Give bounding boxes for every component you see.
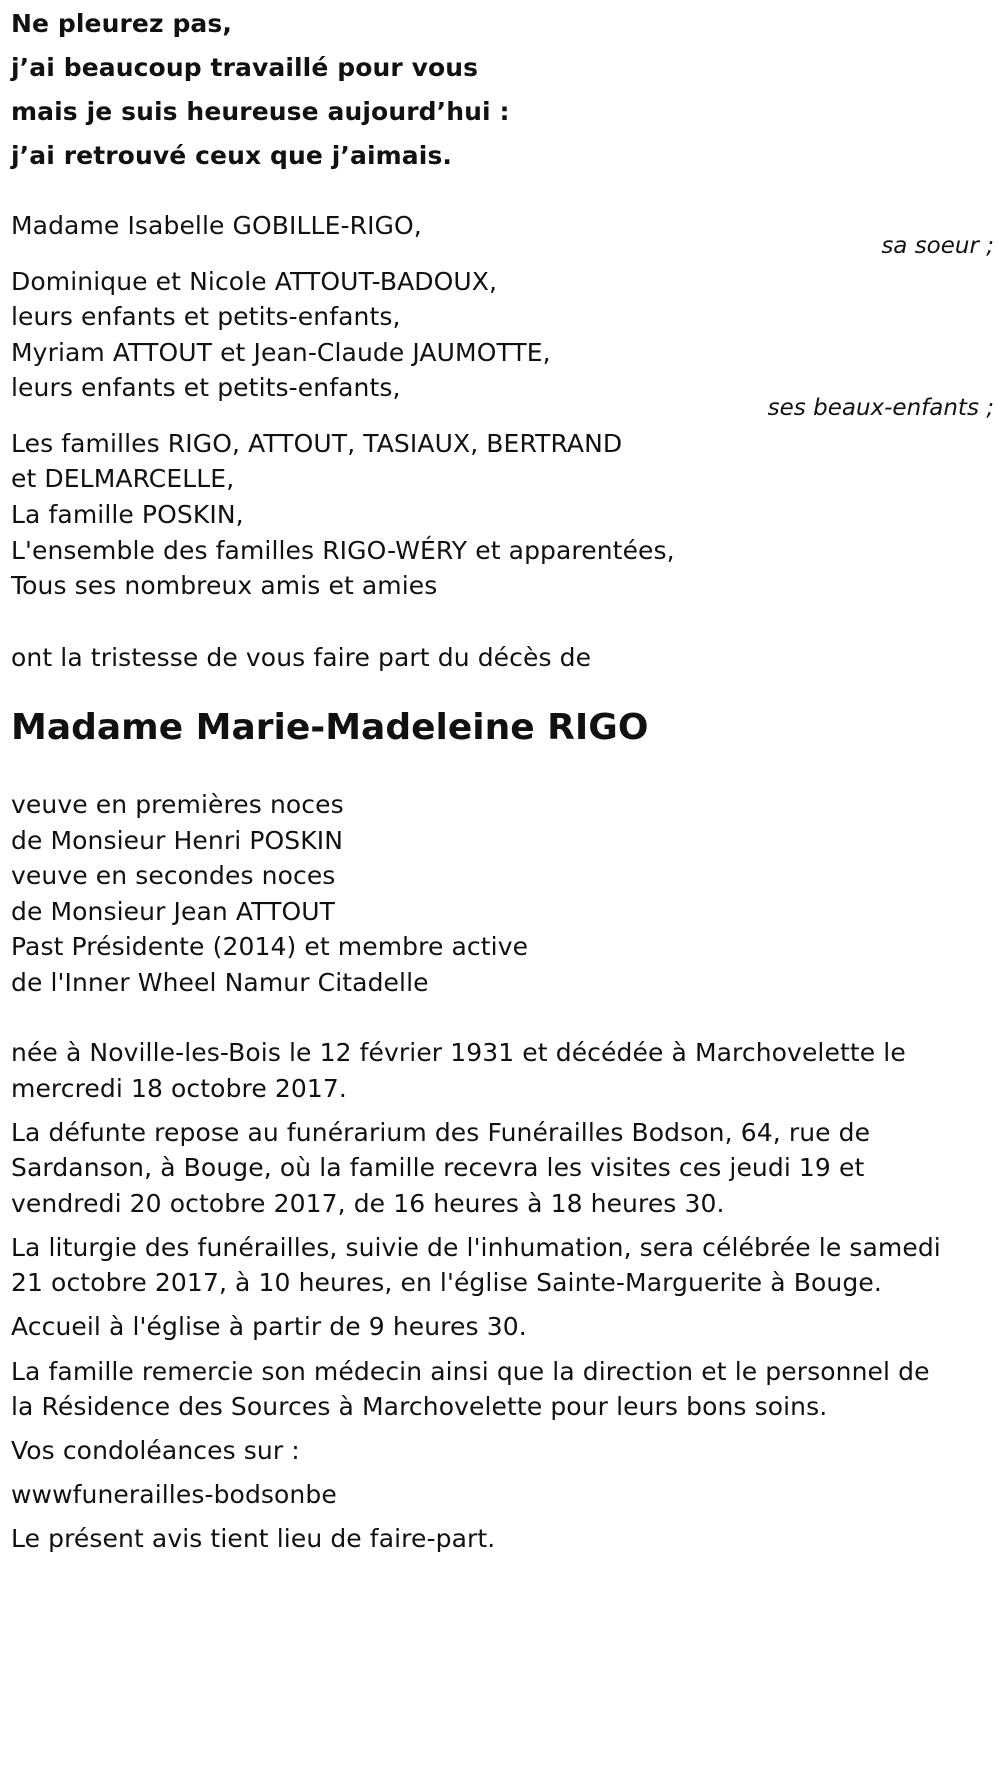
deceased-detail-6: de l'Inner Wheel Namur Citadelle — [11, 968, 429, 997]
stepchildren-relation: ses beaux-enfants ; — [767, 395, 994, 421]
stepchildren-line-2: leurs enfants et petits-enfants, — [11, 302, 401, 331]
announcement: ont la tristesse de vous faire part du décès de — [11, 643, 592, 672]
closing-note: Le présent avis tient lieu de faire-part. — [11, 1524, 496, 1553]
sister-name: Madame Isabelle GOBILLE-RIGO, — [11, 211, 422, 240]
birth-death-line-1: née à Noville-les-Bois le 12 février 1931 et décédée à Marchovelette le — [11, 1038, 906, 1067]
other-family-line-1: Les familles RIGO, ATTOUT, TASIAUX, BERTRAND — [11, 429, 623, 458]
other-family-line-5: Tous ses nombreux amis et amies — [11, 571, 438, 600]
deceased-detail-4: de Monsieur Jean ATTOUT — [11, 897, 336, 926]
birth-death-line-2: mercredi 18 octobre 2017. — [11, 1074, 347, 1103]
funeral-line-1: La liturgie des funérailles, suivie de l'inhumation, sera célébrée le samedi — [11, 1233, 941, 1262]
funeral-line-2: 21 octobre 2017, à 10 heures, en l'église Sainte-Marguerite à Bouge. — [11, 1268, 882, 1297]
stepchildren-line-4: leurs enfants et petits-enfants, — [11, 373, 401, 402]
other-family-line-2: et DELMARCELLE, — [11, 464, 235, 493]
condolences-label: Vos condoléances sur : — [11, 1436, 300, 1465]
visitation-line-3: vendredi 20 octobre 2017, de 16 heures à 18 heures 30. — [11, 1189, 725, 1218]
poem-line-2: j’ai beaucoup travaillé pour vous — [11, 53, 479, 82]
stepchildren-line-1: Dominique et Nicole ATTOUT-BADOUX, — [11, 267, 498, 296]
other-family-line-4: L'ensemble des familles RIGO-WÉRY et apparentées, — [11, 536, 675, 565]
other-family-line-3: La famille POSKIN, — [11, 500, 244, 529]
deceased-detail-3: veuve en secondes noces — [11, 861, 336, 890]
sister-relation: sa soeur ; — [881, 233, 994, 259]
deceased-detail-1: veuve en premières noces — [11, 790, 344, 819]
deceased-detail-2: de Monsieur Henri POSKIN — [11, 826, 344, 855]
condolences-website: wwwfunerailles-bodsonbe — [11, 1480, 337, 1509]
deceased-detail-5: Past Présidente (2014) et membre active — [11, 932, 529, 961]
poem-line-4: j’ai retrouvé ceux que j’aimais. — [11, 141, 453, 170]
stepchildren-line-3: Myriam ATTOUT et Jean-Claude JAUMOTTE, — [11, 338, 551, 367]
visitation-line-2: Sardanson, à Bouge, où la famille recevra les visites ces jeudi 19 et — [11, 1153, 865, 1182]
poem-line-1: Ne pleurez pas, — [11, 9, 232, 38]
welcome-info: Accueil à l'église à partir de 9 heures 30. — [11, 1312, 527, 1341]
deceased-name: Madame Marie-Madeleine RIGO — [11, 707, 649, 748]
poem-line-3: mais je suis heureuse aujourd’hui : — [11, 97, 510, 126]
visitation-line-1: La défunte repose au funérarium des Funérailles Bodson, 64, rue de — [11, 1118, 871, 1147]
thanks-line-2: la Résidence des Sources à Marchovelette pour leurs bons soins. — [11, 1392, 828, 1421]
thanks-line-1: La famille remercie son médecin ainsi que la direction et le personnel de — [11, 1357, 930, 1386]
